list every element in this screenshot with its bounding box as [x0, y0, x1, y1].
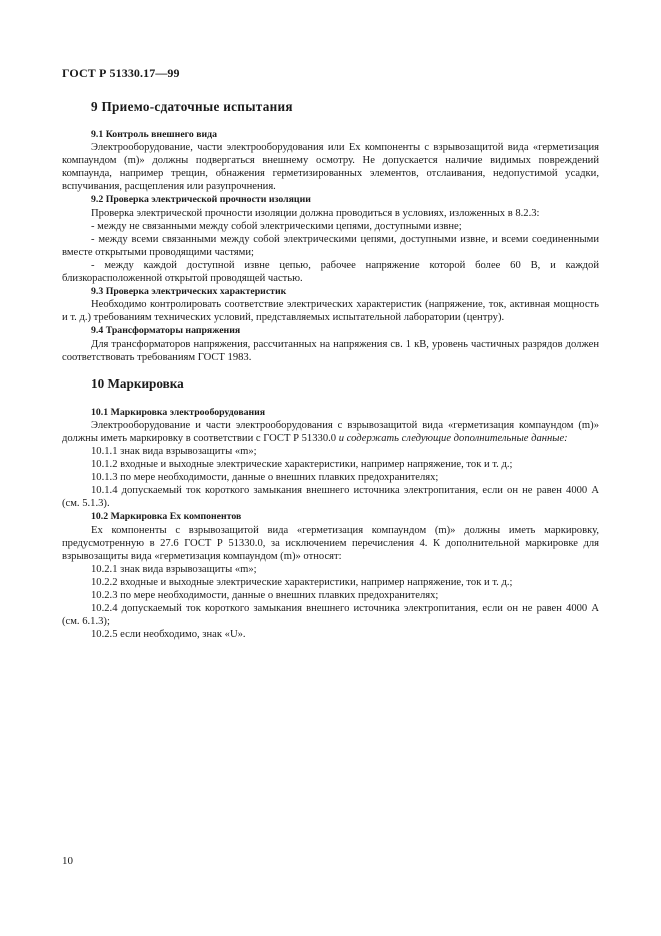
list-item-9-2-3: - между каждой доступной извне цепью, рабочее напряжение которой более 60 В, и каждой близкорасположенной открытой проводящей частью. [62, 259, 599, 285]
subsection-10-2-title: 10.2 Маркировка Ex компонентов [91, 511, 242, 523]
item-10-2-4: 10.2.4 допускаемый ток короткого замыкания внешнего источника электропитания, если он не равен 4000 А (см. 6.1.3); [62, 603, 599, 628]
item-10-2-1: 10.2.1 знак вида взрывозащиты «m»; [91, 563, 257, 575]
paragraph-9-4: Для трансформаторов напряжения, рассчитанных на напряжения св. 1 кВ, уровень частичных разрядов должен соответствовать требованиям ГОСТ 1983. [62, 338, 599, 363]
paragraph-9-1: Электрооборудование, части электрооборудования или Ex компоненты с взрывозащитой вида «герметизация компаундом (m)» должны подвергаться внешнему осмотру. Не допускается наличие видимых повреждений компаунда, например трещин, обнажения герметизированных элементов, отслаивания, недопустимой усадки, вспучивания, расщепления или разупрочнения. [62, 142, 599, 193]
item-10-1-1: 10.1.1 знак вида взрывозащиты «m»; [91, 445, 257, 457]
item-10-2-2: 10.2.2 входные и выходные электрические характеристики, например напряжение, ток и т. д.; [91, 576, 513, 588]
subsection-9-1-title: 9.1 Контроль внешнего вида [91, 129, 218, 140]
paragraph-9-3: Необходимо контролировать соответствие электрических характеристик (напряжение, ток, активная мощность и т. д.) требованиям технических условий, представляемых испытательной лаборатории (центру). [62, 299, 599, 324]
subsection-9-3-title: 9.3 Проверка электрических характеристик [91, 286, 287, 298]
item-10-1-2: 10.1.2 входные и выходные электрические характеристики, например напряжение, ток и т. д.; [91, 459, 513, 471]
section-10-title: 10 Маркировка [91, 375, 184, 391]
subsection-10-1-title: 10.1 Маркировка электрооборудования [91, 406, 266, 418]
item-10-2-5: 10.2.5 если необходимо, знак «U». [91, 629, 246, 641]
item-10-1-3: 10.1.3 по мере необходимости, данные о внешних плавких предохранителях; [91, 472, 439, 484]
paragraph-10-1-text: Электрооборудование и части электрооборудования с взрывозащитой вида «герметизация компаундом (m)» должны иметь маркировку в соответствии с ГОСТ Р 51330.0 [62, 419, 599, 444]
section-9-title: 9 Приемо-сдаточные испытания [91, 99, 293, 114]
subsection-9-2-title: 9.2 Проверка электрической прочности изоляции [91, 194, 311, 206]
paragraph-10-2: Ex компоненты с взрывозащитой вида «герметизация компаундом (m)» должны иметь маркировку, предусмотренную в 27.6 ГОСТ Р 51330.0, за исключением перечисления 4. К дополнительной маркировке для взрывозащиты вида «герметизация компаундом (m)» относят: [62, 524, 599, 562]
list-item-9-2-1: - между не связанными между собой электрическими цепями, доступными извне; [91, 220, 462, 232]
item-10-1-4: 10.1.4 допускаемый ток короткого замыкания внешнего источника электропитания, если он не равен 4000 А (см. 5.1.3). [62, 485, 599, 510]
subsection-9-4-title: 9.4 Трансформаторы напряжения [91, 325, 241, 337]
document-body [62, 96, 599, 641]
page-number: 10 [62, 855, 73, 867]
paragraph-10-1 [62, 419, 599, 445]
paragraph-10-1-italic-text: и содержать следующие дополнительные данные: [336, 432, 568, 444]
list-item-9-2-2: - между всеми связанными между собой электрическими цепями, доступными извне, и всеми соединенными вместе открытыми проводящими частями; [62, 233, 599, 258]
item-10-2-3: 10.2.3 по мере необходимости, данные о внешних плавких предохранителях; [91, 590, 439, 601]
paragraph-9-2: Проверка электрической прочности изоляции должна проводиться в условиях, изложенных в 8.2.3: [91, 207, 540, 219]
document-id-header: ГОСТ Р 51330.17—99 [62, 66, 180, 80]
